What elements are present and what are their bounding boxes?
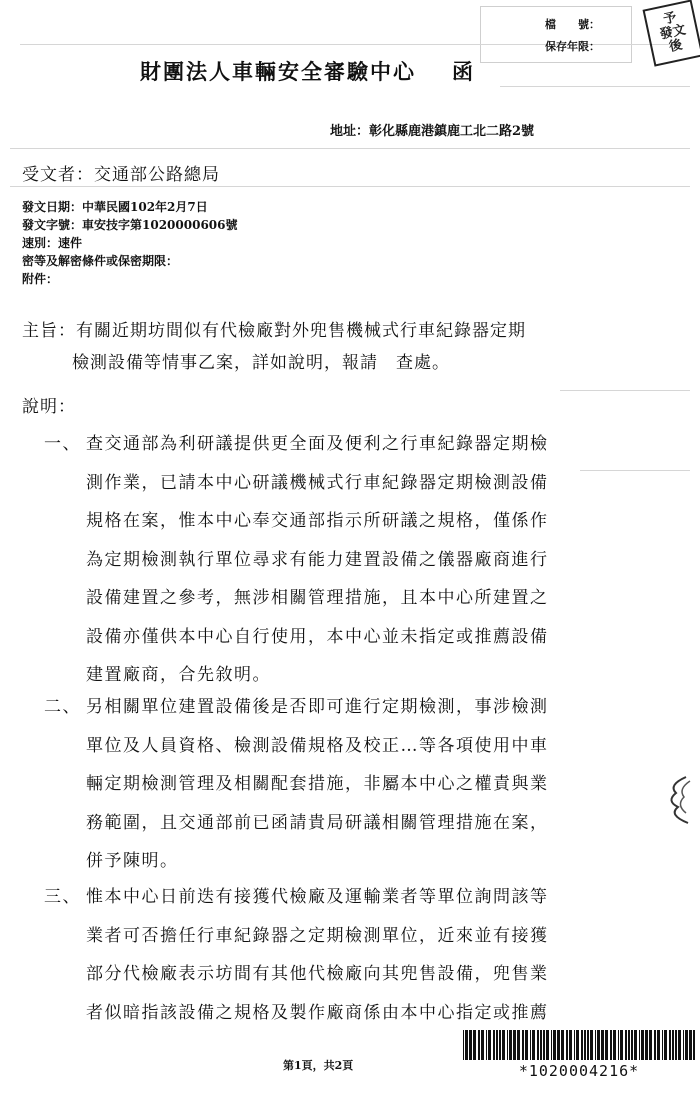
barcode-bar <box>601 1030 604 1060</box>
barcode-bar <box>689 1030 692 1060</box>
barcode-bar <box>551 1030 552 1060</box>
item-line: 設備亦僅供本中心自行使用，本中心並未指定或推薦設備 <box>86 626 549 647</box>
barcode-bar <box>669 1030 671 1060</box>
barcode-bar <box>634 1030 637 1060</box>
organization-name: 財團法人車輛安全審驗中心 <box>140 59 416 84</box>
barcode-bar <box>465 1030 468 1060</box>
barcode-bar <box>639 1030 640 1060</box>
dispatch-stamp <box>643 0 700 67</box>
document-number: 發文字號：車安技字第1020000606號 <box>22 218 238 232</box>
barcode-bar <box>672 1030 674 1060</box>
explanation-label: 說明： <box>22 397 76 417</box>
scan-ghost-line <box>560 390 690 391</box>
barcode-bar <box>657 1030 660 1060</box>
item-line: 務範圍，且交通部前已函請貴局研議相關管理措施在案， <box>86 812 549 833</box>
item-line: 輛定期檢測管理及相關配套措施，非屬本中心之權責與業 <box>86 774 549 794</box>
barcode-bar <box>587 1030 589 1060</box>
item-line: 業者可否擔任行車紀錄器之定期檢測單位，近來並有接獲 <box>86 925 549 946</box>
explanation-item <box>44 425 684 695</box>
item-line: 部分代檢廠表示坊間有其他代檢廠向其兜售設備，兜售業 <box>86 964 549 984</box>
barcode-bar <box>499 1030 501 1060</box>
item-line: 者似暗指該設備之規格及製作廠商係由本中心指定或推薦 <box>86 1002 549 1023</box>
barcode-bar <box>566 1030 568 1060</box>
barcode-bar <box>478 1030 480 1060</box>
barcode-text: *1020004216* <box>518 1062 640 1080</box>
item-number: 二、 <box>44 697 81 717</box>
attachment: 附件： <box>22 272 59 286</box>
barcode-bar <box>631 1030 633 1060</box>
barcode-bar <box>675 1030 677 1060</box>
barcode-bar <box>537 1030 539 1060</box>
barcode-bar <box>662 1030 663 1060</box>
page-number: 第1頁，共2頁 <box>283 1059 354 1072</box>
barcode-bar <box>525 1030 528 1060</box>
barcode-bar <box>493 1030 495 1060</box>
barcode-bar <box>486 1030 487 1060</box>
barcode-bar <box>581 1030 583 1060</box>
file-meta <box>545 14 600 58</box>
scan-ghost-line <box>10 148 690 149</box>
barcode-bar <box>509 1030 512 1060</box>
barcode-bar <box>685 1030 688 1060</box>
document-meta <box>22 198 238 288</box>
letterhead-title <box>140 56 475 86</box>
subject-line: 檢測設備等情事乙案，詳如說明，報請 查處。 <box>72 353 450 373</box>
item-line: 測作業，已請本中心研議機械式行車紀錄器定期檢測設備 <box>86 472 549 493</box>
stamp-line: 後 <box>667 37 684 55</box>
item-line: 建置廠商，合先敘明。 <box>86 665 271 685</box>
barcode-bar <box>530 1030 531 1060</box>
barcode-bar <box>561 1030 564 1060</box>
barcode-bar <box>522 1030 524 1060</box>
barcode-bar <box>502 1030 505 1060</box>
barcode-bar <box>574 1030 575 1060</box>
subject-line: 主旨：有關近期坊間似有代檢廠對外兜售機械式行車紀錄器定期 <box>22 321 526 341</box>
barcode-bar <box>569 1030 572 1060</box>
recipient: 受文者：交通部公路總局 <box>22 165 220 185</box>
barcode-bar <box>557 1030 560 1060</box>
stamp-line: 予 <box>662 10 678 28</box>
barcode-bar <box>605 1030 608 1060</box>
file-number-label: 檔 號： <box>545 18 600 31</box>
subject <box>22 315 526 379</box>
barcode-bar <box>517 1030 520 1060</box>
barcode-bar <box>664 1030 667 1060</box>
barcode-bar <box>649 1030 652 1060</box>
barcode-bar <box>683 1030 684 1060</box>
barcode-bar <box>641 1030 644 1060</box>
item-line: 設備建置之參考，無涉相關管理措施，且本中心所建置之 <box>86 588 549 608</box>
item-line: 併予陳明。 <box>86 851 179 871</box>
item-line: 單位及人員資格、檢測設備規格及校正…等各項使用中車 <box>86 735 549 756</box>
barcode-bar <box>693 1030 695 1060</box>
document-type: 函 <box>452 59 475 84</box>
barcode-bar <box>645 1030 648 1060</box>
barcode-bar <box>553 1030 556 1060</box>
explanation-item <box>44 878 684 1032</box>
barcode-bar <box>473 1030 476 1060</box>
barcode-bar <box>488 1030 491 1060</box>
barcode-bar <box>513 1030 516 1060</box>
barcode-bar <box>584 1030 586 1060</box>
barcode-bar <box>595 1030 596 1060</box>
barcode-bar <box>532 1030 535 1060</box>
item-line: 另相關單位建置設備後是否即可進行定期檢測，事涉檢測 <box>86 697 549 717</box>
barcode-bar <box>546 1030 549 1060</box>
stamp-line: 發文 <box>658 22 688 43</box>
barcode-bar <box>678 1030 681 1060</box>
organization-address: 地址：彰化縣鹿港鎮鹿工北二路2號 <box>330 124 535 139</box>
secrecy-level: 密等及解密條件或保密期限： <box>22 254 179 268</box>
barcode-icon <box>463 1030 695 1060</box>
barcode-bar <box>628 1030 630 1060</box>
item-line: 為定期檢測執行單位尋求有能力建置設備之儀器廠商進行 <box>86 549 549 570</box>
item-line: 惟本中心日前迭有接獲代檢廠及運輸業者等單位詢問該等 <box>86 887 549 907</box>
barcode-bar <box>620 1030 623 1060</box>
item-number: 一、 <box>44 434 81 454</box>
barcode-bar <box>543 1030 545 1060</box>
barcode-bar <box>507 1030 508 1060</box>
barcode-bar <box>597 1030 600 1060</box>
barcode-bar <box>654 1030 656 1060</box>
scan-mark-icon <box>664 775 694 825</box>
item-number: 三、 <box>44 887 81 907</box>
barcode-bar <box>463 1030 464 1060</box>
barcode-bar <box>576 1030 579 1060</box>
retention-label: 保存年限： <box>545 40 600 53</box>
barcode-bar <box>590 1030 593 1060</box>
barcode-bar <box>613 1030 616 1060</box>
barcode-bar <box>481 1030 484 1060</box>
scan-ghost-line <box>10 186 690 187</box>
item-line: 規格在案，惟本中心奉交通部指示所研議之規格，僅係作 <box>86 511 549 531</box>
explanation-item <box>44 688 684 881</box>
barcode-bar <box>469 1030 472 1060</box>
barcode-bar <box>540 1030 542 1060</box>
issue-date: 發文日期：中華民國102年2月7日 <box>22 200 208 214</box>
barcode-bar <box>496 1030 498 1060</box>
scan-ghost-line <box>500 86 690 87</box>
delivery-speed: 速別：速件 <box>22 236 83 250</box>
item-line: 查交通部為利研議提供更全面及便利之行車紀錄器定期檢 <box>86 434 549 454</box>
barcode <box>463 1030 695 1080</box>
barcode-bar <box>618 1030 619 1060</box>
barcode-bar <box>625 1030 627 1060</box>
barcode-bar <box>610 1030 612 1060</box>
